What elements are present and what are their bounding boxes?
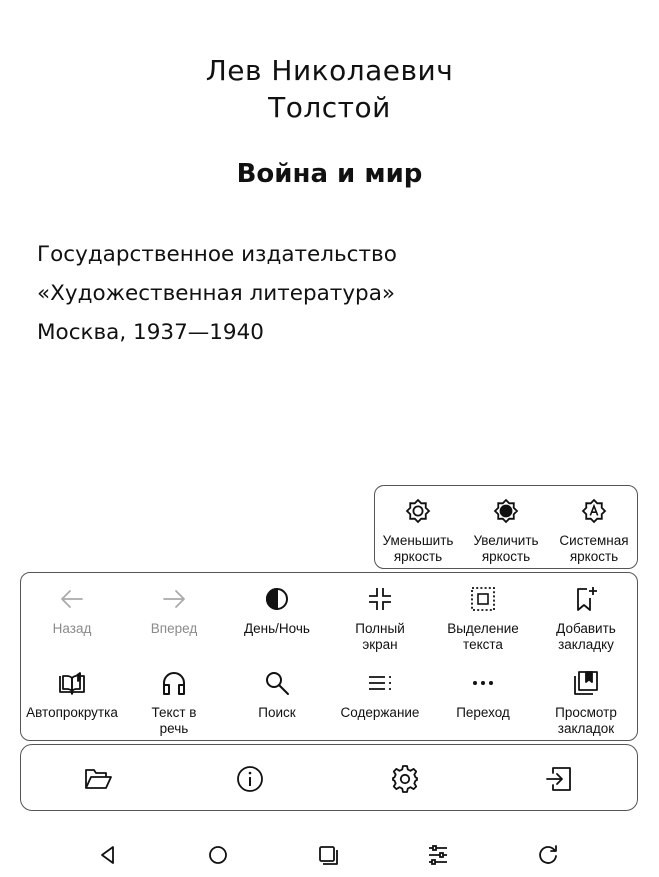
exit-button[interactable]	[542, 762, 576, 796]
reader-toolbar	[20, 744, 638, 811]
sliders-icon	[426, 843, 450, 867]
add-bookmark-button[interactable]	[535, 584, 637, 653]
back-label: Назад	[52, 621, 92, 636]
nav-refresh-button[interactable]	[535, 842, 561, 868]
arrow-right-icon	[159, 584, 189, 614]
fullscreen-label: Полный экран	[355, 621, 405, 652]
contents-button[interactable]	[329, 668, 431, 721]
arrow-left-icon	[57, 584, 87, 614]
search-icon	[262, 668, 292, 698]
text-to-speech-button[interactable]	[123, 668, 225, 737]
nav-home-button[interactable]	[205, 842, 231, 868]
nav-back-button[interactable]	[95, 842, 121, 868]
autoscroll-button[interactable]	[21, 668, 123, 721]
book-author	[0, 52, 659, 126]
forward-button[interactable]	[123, 584, 225, 637]
author-first-name: Лев Николаевич	[205, 54, 454, 87]
select-text-button[interactable]	[431, 584, 535, 653]
text-to-speech-label: Текст в речь	[151, 705, 197, 736]
publisher-line: Государственное издательство	[37, 242, 397, 267]
author-last-name: Толстой	[268, 91, 391, 124]
search-button[interactable]	[225, 668, 329, 721]
info-icon	[235, 764, 265, 794]
system-brightness-button[interactable]	[553, 496, 635, 565]
select-text-label: Выделение текста	[447, 621, 519, 652]
day-night-button[interactable]	[225, 584, 329, 637]
gear-icon	[390, 764, 420, 794]
bookmark-add-icon	[571, 584, 601, 614]
fullscreen-icon	[365, 584, 395, 614]
back-button[interactable]	[21, 584, 123, 637]
select-text-icon	[468, 584, 498, 614]
nav-recents-icon	[316, 843, 340, 867]
contents-label: Содержание	[340, 705, 420, 720]
book-title: Война и мир	[236, 159, 423, 189]
exit-icon	[544, 764, 574, 794]
book-open-icon	[57, 668, 87, 698]
folder-open-icon	[83, 764, 113, 794]
decrease-brightness-button[interactable]	[377, 496, 459, 565]
brightness-panel	[374, 485, 638, 569]
nav-recents-button[interactable]	[315, 842, 341, 868]
brightness-low-icon	[403, 496, 433, 526]
forward-label: Вперед	[150, 621, 198, 636]
goto-label: Переход	[456, 705, 510, 720]
system-brightness-label: Системная яркость	[559, 533, 629, 564]
bookmarks-icon	[571, 668, 601, 698]
list-icon	[365, 668, 395, 698]
decrease-brightness-label: Уменьшить яркость	[382, 533, 454, 564]
more-horizontal-icon	[468, 668, 498, 698]
publisher-line: Москва, 1937—1940	[37, 320, 264, 345]
publisher-info	[37, 240, 637, 357]
fullscreen-button[interactable]	[329, 584, 431, 653]
open-folder-button[interactable]	[81, 762, 115, 796]
view-bookmarks-button[interactable]	[535, 668, 637, 737]
nav-back-icon	[96, 843, 120, 867]
nav-adjust-button[interactable]	[425, 842, 451, 868]
add-bookmark-label: Добавить закладку	[556, 621, 616, 652]
increase-brightness-label: Увеличить яркость	[473, 533, 539, 564]
brightness-high-icon	[491, 496, 521, 526]
view-bookmarks-label: Просмотр закладок	[555, 705, 617, 736]
nav-home-icon	[206, 843, 230, 867]
settings-button[interactable]	[388, 762, 422, 796]
headphones-icon	[159, 668, 189, 698]
search-label: Поиск	[258, 705, 296, 720]
day-night-label: День/Ночь	[244, 621, 310, 636]
contrast-icon	[262, 584, 292, 614]
publisher-line: «Художественная литература»	[37, 281, 396, 306]
book-info-button[interactable]	[233, 762, 267, 796]
goto-button[interactable]	[431, 668, 535, 721]
reader-menu-panel	[20, 572, 638, 741]
increase-brightness-button[interactable]	[465, 496, 547, 565]
brightness-auto-icon	[579, 496, 609, 526]
refresh-icon	[536, 843, 560, 867]
autoscroll-label: Автопрокрутка	[26, 705, 118, 720]
